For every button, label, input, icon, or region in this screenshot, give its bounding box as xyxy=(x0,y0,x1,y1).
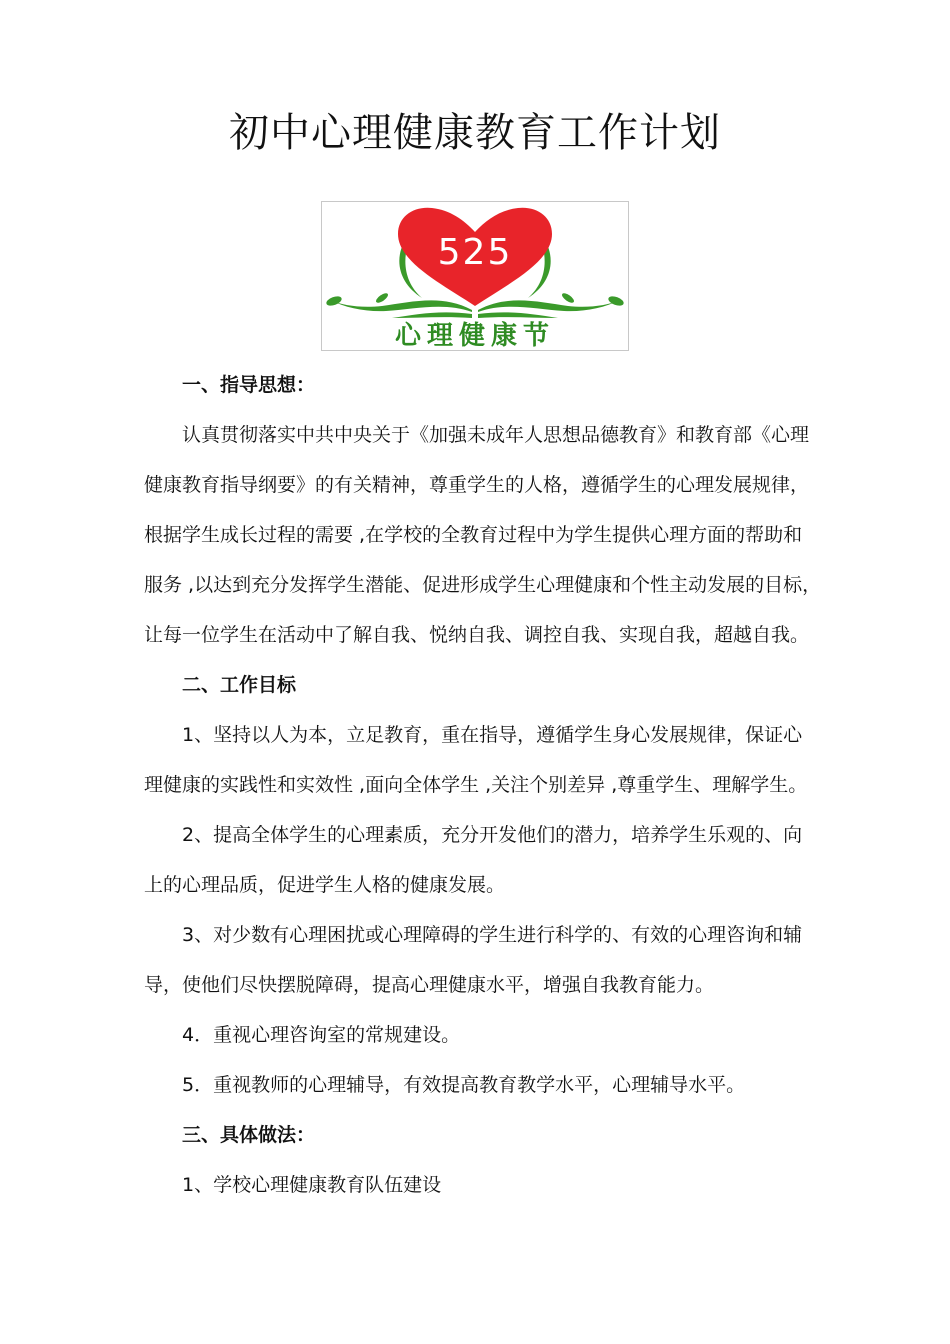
logo-caption-text: 心理健康节 xyxy=(394,321,556,350)
paragraph-line: 认真贯彻落实中共中央关于《加强未成年人思想品德教育》和教育部《心理 xyxy=(182,424,810,446)
paragraph-line: 让每一位学生在活动中了解自我、悦纳自我、调控自我、实现自我，超越自我。 xyxy=(144,624,810,646)
section-heading: 三、具体做法： xyxy=(182,1124,316,1146)
paragraph-line: 1、坚持以人为本，立足教育，重在指导，遵循学生身心发展规律，保证心 xyxy=(182,724,803,746)
paragraph-line: 健康教育指导纲要》的有关精神，尊重学生的人格，遵循学生的心理发展规律， xyxy=(144,474,810,496)
paragraph-line: 4．重视心理咨询室的常规建设。 xyxy=(182,1024,461,1046)
paragraph-line: 根据学生成长过程的需要 ,在学校的全教育过程中为学生提供心理方面的帮助和 xyxy=(144,524,803,546)
paragraph-line: 5．重视教师的心理辅导，有效提高教育教学水平，心理辅导水平。 xyxy=(182,1074,746,1096)
paragraph-line: 3、对少数有心理困扰或心理障碍的学生进行科学的、有效的心理咨询和辅 xyxy=(182,924,803,946)
paragraph-line: 服务 ,以达到充分发挥学生潜能、促进形成学生心理健康和个性主动发展的目标， xyxy=(144,574,822,596)
paragraph-line: 导，使他们尽快摆脱障碍，提高心理健康水平，增强自我教育能力。 xyxy=(144,974,715,996)
paragraph-line: 1、学校心理健康教育队伍建设 xyxy=(182,1174,442,1196)
logo-image xyxy=(321,201,629,351)
document-body xyxy=(144,360,822,1210)
heart-logo-icon xyxy=(322,202,628,350)
paragraph-line: 理健康的实践性和实效性 ,面向全体学生 ,关注个别差异 ,尊重学生、理解学生。 xyxy=(144,774,808,796)
logo-number-text: 525 xyxy=(437,232,513,273)
document-title: 初中心理健康教育工作计划 xyxy=(229,110,721,156)
paragraph-line: 2、提高全体学生的心理素质，充分开发他们的潜力，培养学生乐观的、向 xyxy=(182,824,803,846)
paragraph-line: 上的心理品质，促进学生人格的健康发展。 xyxy=(144,874,506,896)
section-heading: 二、工作目标 xyxy=(182,674,297,696)
section-heading: 一、指导思想： xyxy=(182,374,316,396)
